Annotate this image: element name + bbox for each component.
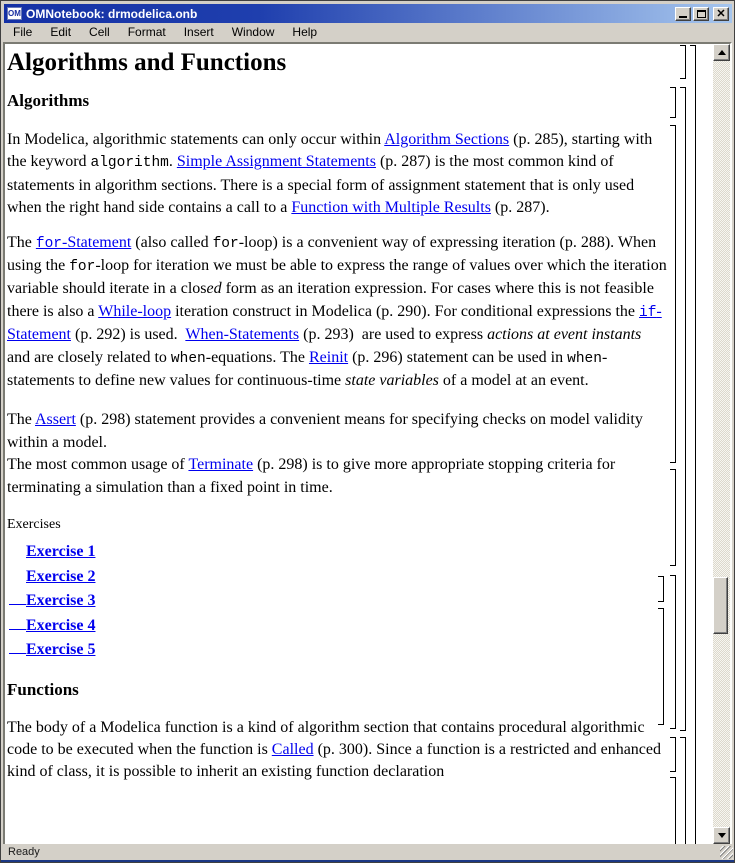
exercise-row [7, 568, 713, 593]
text-run: In Modelica, algorithmic statements can only occur within [7, 131, 385, 148]
doc-link[interactable]: -Statement [61, 233, 132, 251]
minimize-button[interactable] [675, 7, 691, 21]
scrollbar-track[interactable] [713, 61, 730, 827]
exercise-2-link[interactable] [26, 568, 95, 585]
cell-bracket-functions-group[interactable] [680, 737, 686, 844]
text-run: (p. 296) statement can be used in [348, 348, 568, 366]
menu-insert[interactable]: Insert [183, 25, 214, 39]
text-run: (p. 292) is used. [70, 326, 186, 344]
cell-bracket-functions-heading[interactable] [670, 737, 676, 772]
doc-link[interactable]: Reinit [308, 348, 349, 366]
text-run: ed [206, 280, 222, 298]
functions-heading: Functions [7, 679, 79, 699]
notebook-content [5, 44, 713, 844]
exercises-list [7, 543, 713, 666]
exercises-heading: Exercises [7, 517, 61, 533]
resize-grip[interactable] [720, 846, 733, 859]
doc-link[interactable]: Terminate [188, 456, 254, 474]
text-run: -statements to define new values for continuous-time [7, 348, 608, 390]
text-run: algorithm [90, 155, 169, 172]
close-button[interactable] [713, 7, 729, 21]
exercise-5-label: Exercise 5 [26, 641, 96, 659]
text-run: (p. 287) is the most common kind of statements in algorithm sections. There is a special form of assignment statement that is only used when the right hand side contains a call to a [7, 153, 635, 217]
exercise-row [7, 617, 713, 642]
doc-link[interactable]: if [639, 304, 657, 321]
scroll-up-button[interactable] [713, 44, 730, 61]
text-run: and are closely related to [7, 348, 171, 366]
status-text: Ready [8, 845, 40, 858]
text-run: iteration construct in Modelica (p. 290). For conditional expressions the [171, 302, 640, 320]
cell-bracket-notebook-group[interactable] [690, 45, 696, 844]
text-run: for [69, 259, 96, 276]
exercise-4-link[interactable] [26, 617, 95, 634]
maximize-icon [697, 10, 706, 18]
menu-edit[interactable]: Edit [50, 25, 72, 39]
text-run: state variables [345, 372, 439, 390]
window-bottom-edge [1, 860, 735, 862]
maximize-button[interactable] [693, 7, 709, 21]
text-run: The body of a Modelica function is a kind of algorithm section that contains procedural algorithmic code to be executed when the function is [7, 718, 645, 758]
exercise-row [7, 592, 713, 617]
exercise-3-label: Exercise 3 [26, 592, 96, 610]
text-run: -equations. The [205, 348, 309, 366]
text-run: The most common usage of [7, 456, 189, 474]
text-run: (p. 298) is to give more appropriate stopping criteria for terminating a simulation than a fixed point in time. [7, 456, 616, 496]
exercise-row [7, 641, 713, 666]
text-run: when [170, 350, 206, 367]
text-run: (p. 298) statement provides a convenient means for specifying checks on model validity within a model. [7, 411, 643, 451]
text-run: when [567, 350, 602, 367]
doc-link[interactable]: Algorithm Sections [384, 131, 510, 148]
doc-link[interactable]: While-loop [98, 302, 172, 320]
cell-bracket-exercises-group[interactable] [670, 575, 676, 729]
text-run: of a model at an event. [438, 372, 589, 390]
exercise-row [7, 543, 713, 568]
scroll-down-button[interactable] [713, 827, 730, 844]
menu-file[interactable]: File [13, 25, 33, 39]
text-run: form as an iteration expression. For cases where this is not feasible there is also a [7, 280, 654, 320]
text-run: (p. 285), starting with the keyword [7, 131, 653, 171]
algorithms-paragraph-3 [7, 409, 667, 499]
doc-link[interactable]: When-Statements [185, 326, 300, 344]
text-run: (p. 287). [490, 199, 550, 217]
cell-bracket-algorithms-heading[interactable] [670, 87, 676, 118]
cell-bracket-functions-text[interactable] [670, 777, 676, 844]
menu-window[interactable]: Window [231, 25, 275, 39]
doc-link[interactable]: -Statement [7, 302, 662, 344]
text-run: for [212, 235, 239, 252]
exercise-1-link[interactable] [26, 543, 95, 560]
exercise-1-label: Exercise 1 [26, 543, 96, 561]
cell-bracket-algorithms-group[interactable] [680, 87, 686, 731]
arrow-down-icon [718, 833, 726, 838]
window-title: OMNotebook: drmodelica.onb [26, 6, 198, 21]
text-run: -loop for iteration we must be able to express the range of values over which the iteration variable should iterate in a clos [7, 257, 667, 298]
notebook-viewport [3, 42, 732, 846]
arrow-up-icon [718, 50, 726, 55]
menu-help[interactable]: Help [292, 25, 318, 39]
underline-lead [9, 592, 26, 605]
cell-bracket-text-cell-1[interactable] [670, 125, 676, 463]
cell-bracket-exercises-heading[interactable] [658, 576, 664, 602]
doc-link[interactable]: Function with Multiple Results [291, 199, 491, 217]
text-run: The [7, 233, 36, 251]
text-run: (p. 300). Since a function is a restricted and enhanced kind of class, it is possible to inherit an existing function declaration [7, 741, 661, 781]
algorithms-paragraph-2 [7, 232, 667, 393]
close-icon: ✕ [716, 7, 726, 20]
minimize-icon [679, 16, 687, 18]
document [5, 44, 713, 784]
vertical-scrollbar [713, 44, 730, 844]
app-icon: OM [8, 9, 21, 18]
window-controls [675, 7, 729, 21]
text-run: (p. 293) are used to express [299, 326, 488, 344]
doc-link[interactable]: for [35, 235, 62, 252]
menu-format[interactable]: Format [127, 25, 166, 39]
doc-title: Algorithms and Functions [7, 49, 287, 76]
underline-lead [9, 617, 26, 630]
text-run: -loop) is a convenient way of expressing iteration (p. 288). When using the [7, 233, 657, 275]
algorithms-paragraph-1 [7, 129, 667, 220]
title-bar[interactable] [4, 4, 732, 23]
exercise-2-label: Exercise 2 [26, 567, 96, 585]
doc-link[interactable]: Simple Assignment Statements [176, 153, 376, 171]
cell-bracket-text-cell-2[interactable] [670, 469, 676, 566]
menu-bar [4, 24, 732, 41]
exercise-3-link[interactable] [26, 592, 95, 609]
exercise-4-label: Exercise 4 [26, 616, 96, 634]
doc-link[interactable]: Called [271, 741, 314, 758]
exercise-5-link[interactable] [26, 641, 95, 658]
doc-link[interactable]: Assert [35, 411, 76, 429]
text-run: . [168, 153, 177, 171]
text-run: (also called [131, 233, 213, 251]
menu-cell[interactable]: Cell [89, 25, 110, 39]
functions-paragraph-1 [7, 717, 667, 784]
cell-bracket-title[interactable] [680, 45, 686, 79]
underline-lead [9, 641, 26, 654]
text-run: The [7, 411, 35, 429]
status-bar [3, 844, 734, 859]
scrollbar-thumb[interactable] [713, 577, 728, 634]
text-run: actions at event instants [487, 326, 642, 344]
cell-bracket-exercise-links[interactable] [658, 608, 664, 725]
algorithms-heading: Algorithms [7, 91, 90, 110]
